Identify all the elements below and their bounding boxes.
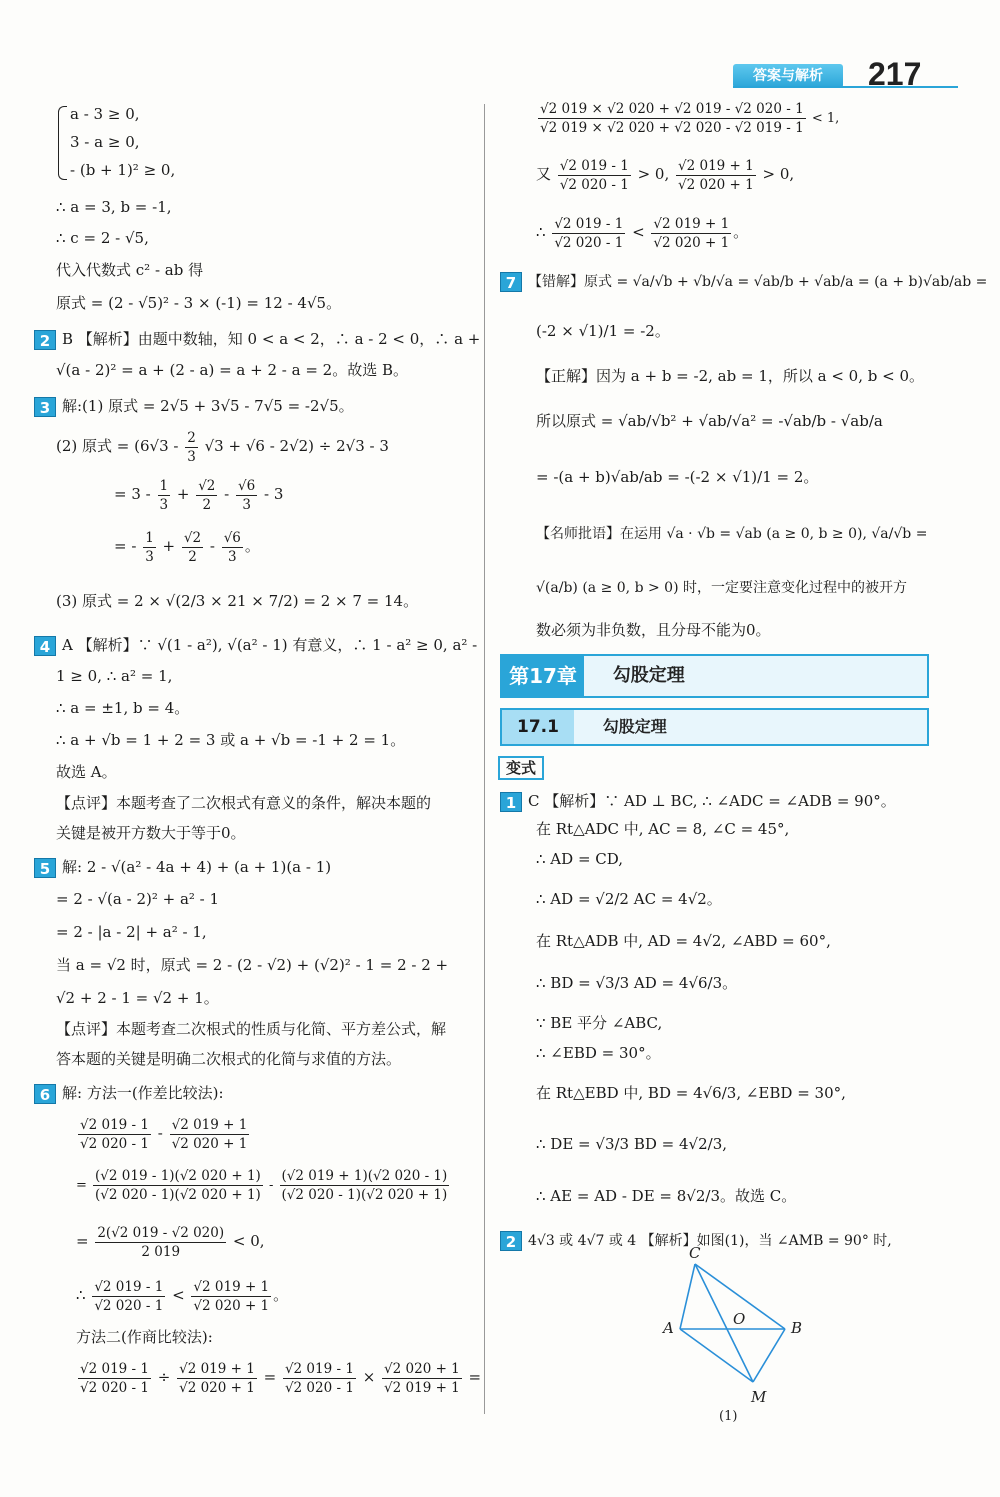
text-part: 又 (536, 165, 552, 183)
label-B: B (791, 1319, 803, 1337)
label-O: O (733, 1310, 746, 1328)
text-line: ∴ a = ±1, b = 4。 (56, 699, 190, 717)
text-line: (3) 原式 = 2 × √(2/3 × 21 × 7/2) = 2 × 7 = 14。 (56, 592, 419, 610)
text-line: 解: 2 - √(a² - 4a + 4) + (a + 1)(a - 1) (62, 858, 332, 876)
section-heading (500, 708, 929, 746)
variant-1 (500, 788, 930, 814)
comment-line: 【点评】本题考查二次根式的性质与化简、平方差公式，解 (56, 1020, 447, 1038)
text-line: 【正解】因为 a + b = -2, ab = 1，所以 a < 0, b < 0。 (536, 367, 925, 385)
text-line: ∴ AD = CD, (536, 850, 624, 868)
equation-system (56, 100, 476, 186)
math-line: = - $\frac{1}{3}$ + $\frac{√2}{2}$ - $\frac{√6}{3}$ 。 (114, 529, 260, 565)
fraction (170, 1116, 250, 1153)
text-line: 在 Rt△ADC 中, AC = 8, ∠C = 45°, (536, 820, 790, 838)
system-line-2: 3 - a ≥ 0, (70, 133, 140, 151)
text-part: 。 (244, 537, 260, 555)
fraction (92, 1278, 165, 1315)
chapter-label: 第17章 (502, 656, 584, 696)
denominator: √2 020 - 1 (94, 1297, 164, 1314)
text-line: √2 + 2 - 1 = √2 + 1。 (56, 989, 219, 1007)
numerator: 1 (145, 529, 154, 546)
denominator: (√2 020 - 1)(√2 020 + 1) (281, 1187, 448, 1203)
system-brace (58, 106, 67, 180)
section-banner (733, 64, 843, 88)
text-line: (-2 × √1)/1 = -2。 (536, 322, 670, 340)
fraction (93, 1167, 263, 1204)
fraction (280, 1167, 450, 1204)
fraction (182, 529, 203, 566)
header-rule (733, 86, 958, 88)
denominator: √2 020 - 1 (80, 1379, 149, 1396)
numerator: √2 019 + 1 (193, 1278, 270, 1295)
denominator: 2 (202, 496, 212, 513)
text-line: ∴ DE = √3/3 BD = 4√2/3, (536, 1135, 728, 1153)
denominator: 2 019 (141, 1243, 181, 1260)
question-7 (500, 260, 988, 304)
fraction (78, 1360, 151, 1397)
question-number-badge: 5 (34, 858, 56, 878)
math-line: ∴ $\frac{√2 019 - 1}{√2 020 - 1}$ < $\frac{√2 019 + 1}{√2 020 + 1}$ 。 (536, 215, 749, 251)
text-line: 1 ≥ 0, ∴ a² = 1, (56, 667, 173, 685)
denominator: √2 020 - 1 (80, 1135, 149, 1152)
text-line: ∴ c = 2 - √5, (56, 229, 149, 247)
text-line: 方法二(作商比较法): (76, 1328, 213, 1346)
fraction (538, 100, 806, 137)
denominator: √2 020 + 1 (193, 1297, 270, 1314)
left-column (39, 100, 482, 1402)
text-part: < 1, (811, 111, 840, 126)
numerator: √2 (198, 477, 216, 494)
fraction (283, 1360, 356, 1397)
text-line: = 2 - |a - 2| + a² - 1, (56, 923, 207, 941)
text-line: 在 Rt△EBD 中, BD = 4√6/3, ∠EBD = 30°, (536, 1084, 846, 1102)
fraction (158, 477, 171, 514)
text-line: 【错解】原式 = √a/√b + √b/√a = √ab/b + √ab/a = (a + b)√ab/ab = (528, 274, 988, 290)
fraction (95, 1224, 226, 1261)
text-line: ∴ ∠EBD = 30°。 (536, 1044, 661, 1062)
numerator: √2 019 + 1 (653, 215, 730, 232)
segment-AM (680, 1329, 753, 1382)
comment-line: 答本题的关键是明确二次根式的化简与求值的方法。 (56, 1050, 402, 1068)
math-line: = $\frac{(√2 019 - 1)(√2 020 + 1)}{(√2 020 - 1)(√2 020 + 1)}$ - $\frac{(√2 019 + 1)(√2 020 - 1)}{(√2 020 - 1)(√2 020 + 1)}$ (76, 1168, 448, 1203)
denominator: (√2 020 - 1)(√2 020 + 1) (95, 1187, 261, 1203)
question-number-badge: 1 (500, 792, 522, 812)
question-number-badge: 2 (34, 330, 56, 350)
question-6 (34, 1078, 476, 1108)
denominator: 3 (187, 448, 196, 465)
numerator: 2 (187, 429, 196, 446)
fraction (143, 529, 156, 566)
numerator: √2 019 + 1 (171, 1116, 248, 1133)
segment-CA (680, 1264, 695, 1329)
question-2 (34, 326, 481, 352)
text-part: > 0, (637, 165, 670, 183)
text-line: ∴ BD = √3/3 AD = 4√6/3。 (536, 974, 738, 992)
math-line: = $\frac{2(√2 019 - √2 020)}{2 019}$ < 0, (76, 1224, 265, 1260)
question-5 (34, 852, 476, 882)
numerator: √2 019 - 1 (559, 157, 629, 174)
right-column (500, 100, 988, 646)
text-line: ∵ BE 平分 ∠ABC, (536, 1014, 663, 1032)
question-number-badge: 2 (500, 1231, 522, 1251)
text-part: - 3 (264, 485, 284, 503)
numerator: √2 019 + 1 (678, 157, 754, 174)
text-line: √(a/b) (a ≥ 0, b > 0) 时，一定要注意变化过程中的被开方 (536, 580, 907, 596)
denominator: 3 (242, 496, 251, 513)
segment-BM (753, 1329, 785, 1382)
fraction (78, 1116, 151, 1153)
question-3 (34, 388, 476, 424)
chapter-title: 勾股定理 (612, 665, 685, 686)
fraction (191, 1278, 271, 1315)
chapter-heading (500, 654, 929, 698)
text-line: ∴ a = 3, b = -1, (56, 198, 172, 216)
geometry-figure (655, 1244, 815, 1424)
text-part: (2) 原式 = (6√3 - (56, 437, 179, 455)
denominator: √2 020 - 1 (554, 234, 624, 251)
denominator: 3 (145, 548, 154, 565)
fraction (382, 1360, 462, 1397)
variant-section (500, 788, 930, 1260)
denominator: 2 (188, 548, 197, 565)
denominator: √2 019 + 1 (384, 1379, 460, 1396)
page-number: 217 (868, 56, 922, 92)
numerator: √2 019 + 1 (179, 1360, 255, 1377)
numerator: √2 020 + 1 (384, 1360, 460, 1377)
math-line: ∴ $\frac{√2 019 - 1}{√2 020 - 1}$ < $\frac{√2 019 + 1}{√2 020 + 1}$ 。 (76, 1278, 289, 1314)
section-label: 17.1 (502, 710, 574, 744)
question-number-badge: 7 (500, 272, 522, 292)
text-line: = 2 - √(a - 2)² + a² - 1 (56, 890, 220, 908)
text-line: 4√3 或 4√7 或 4 【解析】如图(1)，当 ∠AMB = 90° 时, (528, 1233, 892, 1249)
fraction (236, 477, 257, 514)
section-banner-text: 答案与解析 (753, 68, 823, 84)
numerator: √2 019 - 1 (94, 1278, 164, 1295)
fraction (185, 429, 198, 466)
comment-line: 关键是被开方数大于等于0。 (56, 824, 246, 842)
numerator: (√2 019 - 1)(√2 020 + 1) (95, 1168, 261, 1184)
denominator: √2 020 - 1 (284, 1379, 354, 1396)
numerator: 2(√2 019 - √2 020) (97, 1224, 225, 1241)
text-line: ∴ a + √b = 1 + 2 = 3 或 a + √b = -1 + 2 = 1。 (56, 731, 406, 749)
fraction (552, 215, 625, 252)
numerator: 1 (159, 477, 169, 494)
denominator: √2 020 + 1 (678, 176, 754, 193)
label-M: M (751, 1388, 767, 1406)
text-line: ∴ AE = AD - DE = 8√2/3。故选 C。 (536, 1187, 797, 1205)
text-line: 解:(1) 原式 = 2√5 + 3√5 - 7√5 = -2√5。 (62, 397, 354, 415)
denominator: √2 019 × √2 020 + √2 020 - √2 019 - 1 (540, 120, 804, 136)
fraction (222, 529, 243, 566)
text-line: = -(a + b)√ab/ab = -(-2 × √1)/1 = 2。 (536, 468, 819, 486)
variant-label: 变式 (498, 756, 544, 780)
question-4 (34, 630, 476, 660)
text-line: C 【解析】∵ AD ⊥ BC, ∴ ∠ADC = ∠ADB = 90°。 (528, 792, 896, 810)
numerator: √6 (223, 529, 241, 546)
fraction (196, 477, 217, 514)
text-line: 【名师批语】在运用 √a · √b = √ab (a ≥ 0, b ≥ 0), √a/√b = (536, 526, 928, 542)
numerator: √2 019 - 1 (80, 1116, 149, 1133)
text-line: 所以原式 = √ab/√b² + √ab/√a² = -√ab/b - √ab/a (536, 412, 883, 430)
text-line: 数必须为非负数，且分母不能为0。 (536, 621, 771, 639)
text-part: < 0, (232, 1232, 265, 1250)
math-line: = 3 - $\frac{1}{3}$ + $\frac{√2}{2}$ - $\frac{√6}{3}$ - 3 (114, 477, 284, 513)
numerator: √2 019 × √2 020 + √2 019 - √2 020 - 1 (540, 101, 804, 117)
fraction (676, 157, 756, 194)
figure-caption: (1) (719, 1409, 738, 1424)
comment-line: 【点评】本题考查了二次根式有意义的条件，解决本题的 (56, 794, 432, 812)
text-part: = 3 - (114, 485, 151, 503)
numerator: √6 (238, 477, 256, 494)
text-line: 解: 方法一(作差比较法): (62, 1084, 224, 1102)
text-line: 故选 A。 (56, 763, 117, 781)
text-part: ∴ (536, 223, 546, 241)
system-line-1: a - 3 ≥ 0, (70, 105, 140, 123)
denominator: √2 020 + 1 (179, 1379, 255, 1396)
fraction (651, 215, 731, 252)
question-number-badge: 6 (34, 1084, 56, 1104)
denominator: 3 (159, 496, 169, 513)
denominator: √2 020 + 1 (171, 1135, 248, 1152)
numerator: √2 019 - 1 (554, 215, 624, 232)
denominator: √2 020 + 1 (653, 234, 730, 251)
math-line (56, 424, 476, 468)
math-line (536, 144, 930, 204)
denominator: 3 (228, 548, 237, 565)
numerator: √2 (183, 529, 202, 546)
text-part: √3 + √6 - 2√2) ÷ 2√3 - 3 (204, 437, 389, 455)
numerator: √2 019 - 1 (80, 1360, 149, 1377)
text-line: B 【解析】由题中数轴，知 0 < a < 2，∴ a - 2 < 0，∴ a + (62, 330, 481, 348)
fraction (177, 1360, 257, 1397)
label-C: C (689, 1244, 701, 1262)
question-number-badge: 4 (34, 636, 56, 656)
numerator: √2 019 - 1 (284, 1360, 354, 1377)
text-line: 当 a = √2 时，原式 = 2 - (2 - √2) + (√2)² - 1 = 2 - 2 + (56, 956, 449, 974)
text-line: 代入代数式 c² - ab 得 (56, 261, 204, 279)
numerator: (√2 019 + 1)(√2 020 - 1) (281, 1168, 448, 1184)
column-divider (484, 104, 485, 1414)
denominator: √2 020 - 1 (559, 176, 629, 193)
system-line-3: - (b + 1)² ≥ 0, (70, 161, 176, 179)
math-line: $\frac{√2 019 - 1}{√2 020 - 1}$ - $\frac{√2 019 + 1}{√2 020 + 1}$ (80, 1116, 248, 1152)
text-line: 在 Rt△ADB 中, AD = 4√2, ∠ABD = 60°, (536, 932, 831, 950)
question-number-badge: 3 (34, 397, 56, 417)
fraction (558, 157, 631, 194)
label-A: A (663, 1319, 674, 1337)
text-part: = - (114, 537, 137, 555)
text-line: √(a - 2)² = a + (2 - a) = a + 2 - a = 2。故选 B。 (56, 361, 408, 379)
text-line: ∴ AD = √2/2 AC = 4√2。 (536, 890, 722, 908)
math-line (536, 94, 930, 144)
text-part: > 0, (762, 165, 795, 183)
section-title: 勾股定理 (602, 717, 667, 736)
text-line: A 【解析】∵ √(1 - a²), √(a² - 1) 有意义，∴ 1 - a² ≥ 0, a² - (62, 636, 478, 654)
math-line: $\frac{√2 019 - 1}{√2 020 - 1}$ ÷ $\frac{√2 019 + 1}{√2 020 + 1}$ = $\frac{√2 019 - 1}{√2 020 - 1}$ × $\frac{√2 020 + 1}{√2 019 + 1}$ = (80, 1360, 482, 1396)
text-line: 原式 = (2 - √5)² - 3 × (-1) = 12 - 4√5。 (56, 294, 342, 312)
